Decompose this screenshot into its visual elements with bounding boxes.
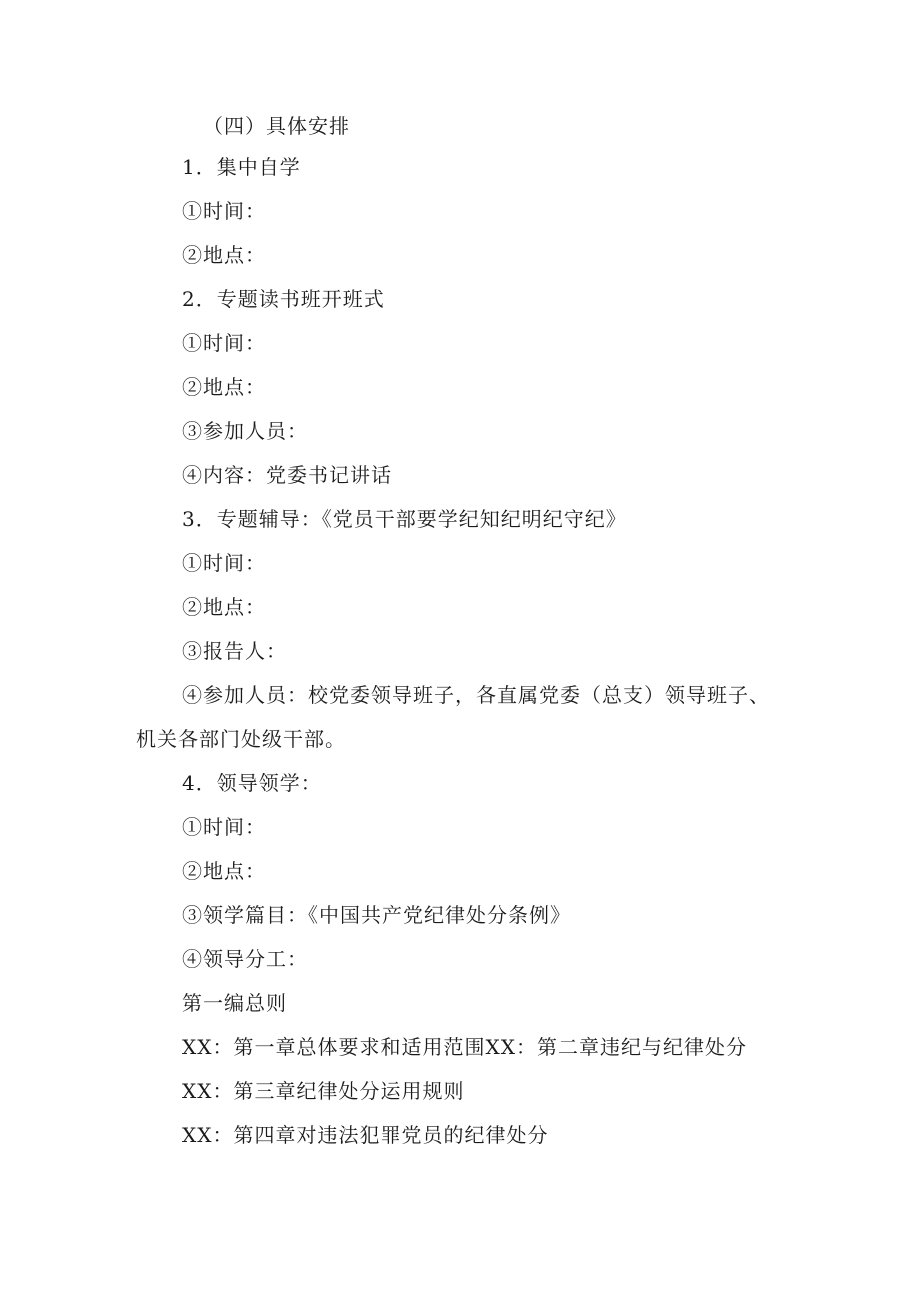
chapter-assignment: XX：第一章总体要求和适用范围XX：第二章违纪与纪律处分 <box>182 1035 747 1059</box>
item-heading-2: 2．专题读书班开班式 <box>182 287 385 311</box>
item-time: ①时间： <box>182 199 266 223</box>
part-title: 第一编总则 <box>182 991 287 1015</box>
item-heading-1: 1．集中自学 <box>182 155 301 179</box>
item-speaker: ③报告人： <box>182 639 287 663</box>
item-division: ④领导分工： <box>182 947 308 971</box>
item-heading-3: 3．专题辅导：《党员干部要学纪知纪明纪守纪》 <box>182 507 627 531</box>
item-location: ②地点： <box>182 243 266 267</box>
item-time: ①时间： <box>182 551 266 575</box>
item-location: ②地点： <box>182 859 266 883</box>
section-heading: （四）具体安排 <box>203 114 350 138</box>
item-time: ①时间： <box>182 815 266 839</box>
item-location: ②地点： <box>182 595 266 619</box>
item-participants-continued: 机关各部门处级干部。 <box>136 727 346 751</box>
item-location: ②地点： <box>182 375 266 399</box>
item-participants: ③参加人员： <box>182 419 308 443</box>
item-content: ④内容：党委书记讲话 <box>182 463 392 487</box>
item-reading: ③领学篇目：《中国共产党纪律处分条例》 <box>182 903 571 927</box>
item-participants: ④参加人员：校党委领导班子，各直属党委（总支）领导班子、 <box>182 683 770 707</box>
item-time: ①时间： <box>182 331 266 355</box>
chapter-assignment: XX：第三章纪律处分运用规则 <box>182 1079 465 1103</box>
chapter-assignment: XX：第四章对违法犯罪党员的纪律处分 <box>182 1123 549 1147</box>
item-heading-4: 4．领导领学： <box>182 771 322 795</box>
